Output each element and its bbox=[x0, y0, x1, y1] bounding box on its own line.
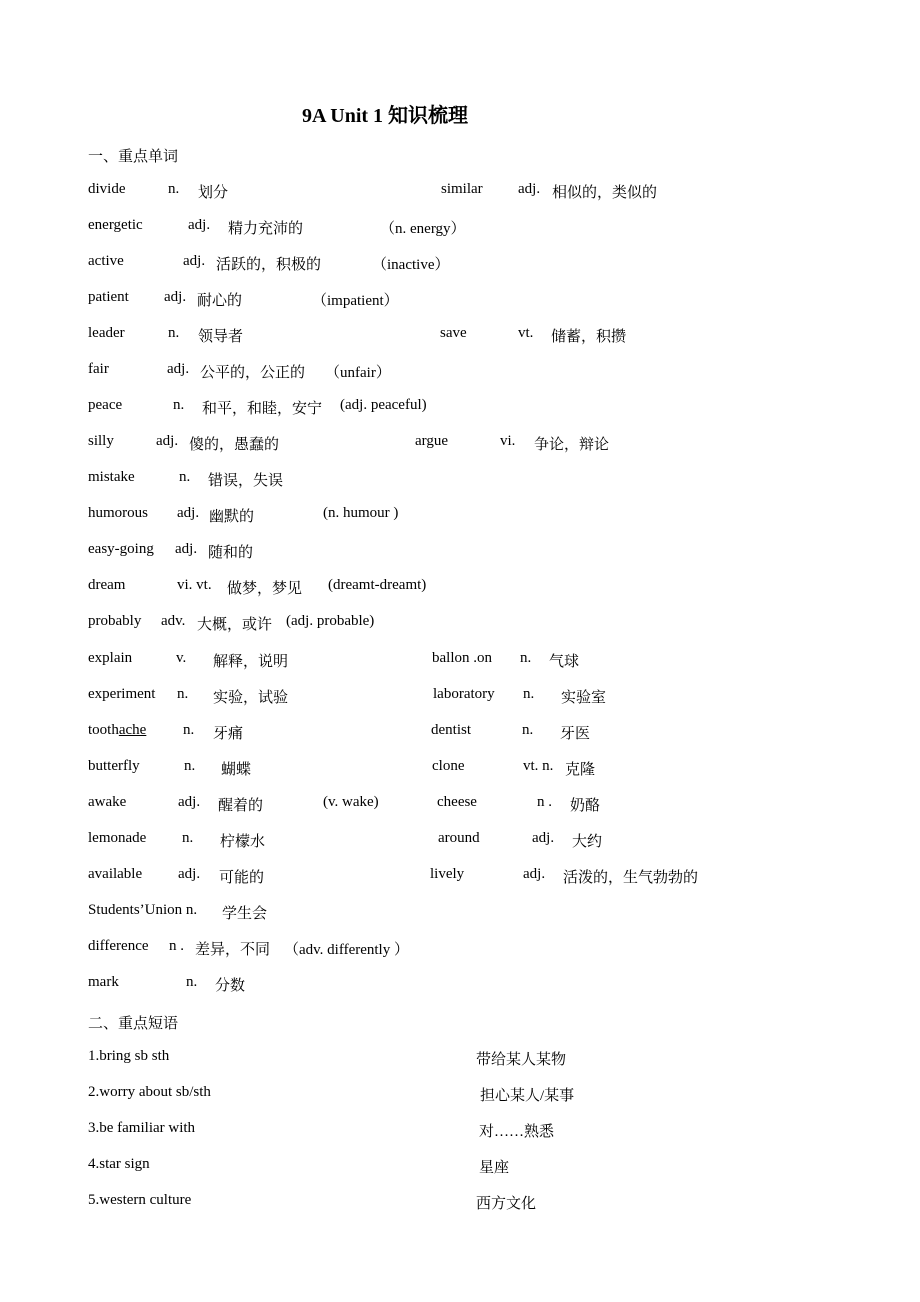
meaning: 相似的，类似的 bbox=[552, 185, 658, 201]
word-row bbox=[0, 361, 920, 383]
word-row bbox=[0, 325, 920, 347]
part-of-speech: n. bbox=[184, 758, 196, 774]
meaning: 柠檬水 bbox=[220, 834, 266, 850]
meaning: 学生会 bbox=[222, 906, 268, 922]
word-row bbox=[0, 217, 920, 239]
part-of-speech: adj. bbox=[177, 505, 200, 521]
part-of-speech: n . bbox=[537, 794, 552, 810]
meaning: 实验，试验 bbox=[213, 690, 289, 706]
part-of-speech: n. bbox=[186, 974, 198, 990]
meaning: 解释，说明 bbox=[213, 654, 289, 670]
related-form: (n. humour ) bbox=[323, 505, 399, 521]
word: around bbox=[438, 830, 480, 846]
word: dream bbox=[88, 577, 126, 593]
phrase-chinese: 西方文化 bbox=[476, 1196, 537, 1212]
part-of-speech: n. bbox=[183, 722, 195, 738]
phrase-english: 3.be familiar with bbox=[88, 1120, 196, 1136]
part-of-speech: n. bbox=[168, 325, 180, 341]
related-form: （n. energy） bbox=[380, 221, 466, 237]
phrase-row bbox=[0, 1192, 920, 1214]
word: ballon .on bbox=[432, 650, 492, 666]
word: explain bbox=[88, 650, 133, 666]
part-of-speech: adj. bbox=[183, 253, 206, 269]
word-row bbox=[0, 289, 920, 311]
word-row bbox=[0, 902, 920, 924]
word: similar bbox=[441, 181, 483, 197]
phrase-english: 2.worry about sb/sth bbox=[88, 1084, 211, 1100]
phrase-row bbox=[0, 1048, 920, 1070]
meaning: 傻的，愚蠢的 bbox=[189, 437, 280, 453]
word-row bbox=[0, 505, 920, 527]
phrase-english: 4.star sign bbox=[88, 1156, 150, 1172]
word: save bbox=[440, 325, 467, 341]
word: awake bbox=[88, 794, 127, 810]
word-row bbox=[0, 830, 920, 852]
meaning: 活跃的，积极的 bbox=[216, 257, 322, 273]
word: dentist bbox=[431, 722, 471, 738]
word-row bbox=[0, 397, 920, 419]
part-of-speech: adj. bbox=[167, 361, 190, 377]
part-of-speech: v. bbox=[176, 650, 187, 666]
part-of-speech: adj. bbox=[175, 541, 198, 557]
related-form: (adj. peaceful) bbox=[340, 397, 427, 413]
related-form: (adj. probable) bbox=[286, 613, 375, 629]
meaning: 蝴蝶 bbox=[221, 762, 252, 778]
word: difference bbox=[88, 938, 149, 954]
meaning: 和平，和睦，安宁 bbox=[202, 401, 323, 417]
meaning: 大约 bbox=[572, 834, 603, 850]
meaning: 耐心的 bbox=[197, 293, 243, 309]
word-row bbox=[0, 758, 920, 780]
meaning: 幽默的 bbox=[209, 509, 255, 525]
phrase-english: 5.western culture bbox=[88, 1192, 192, 1208]
section-heading-words: 一、重点单词 bbox=[88, 149, 179, 165]
meaning: 错误，失误 bbox=[208, 473, 284, 489]
word: butterfly bbox=[88, 758, 140, 774]
word: lively bbox=[430, 866, 465, 882]
word-row bbox=[0, 938, 920, 960]
section-heading-phrases: 二、重点短语 bbox=[88, 1016, 179, 1032]
phrase-row bbox=[0, 1156, 920, 1178]
part-of-speech: vi. bbox=[500, 433, 516, 449]
word-part-underlined: ache bbox=[118, 722, 147, 738]
word-row bbox=[0, 541, 920, 563]
meaning: 划分 bbox=[198, 185, 229, 201]
page-title: 9A Unit 1 知识梳理 bbox=[301, 105, 469, 127]
word: cheese bbox=[437, 794, 477, 810]
related-form: (v. wake) bbox=[323, 794, 379, 810]
related-form: （impatient） bbox=[312, 293, 399, 309]
word: clone bbox=[432, 758, 465, 774]
word: mistake bbox=[88, 469, 135, 485]
word: mark bbox=[88, 974, 119, 990]
phrase-row bbox=[0, 1084, 920, 1106]
word: silly bbox=[88, 433, 114, 449]
part-of-speech: vt. bbox=[518, 325, 534, 341]
related-form: （unfair） bbox=[325, 365, 391, 381]
part-of-speech: n. bbox=[520, 650, 532, 666]
word: available bbox=[88, 866, 143, 882]
word: lemonade bbox=[88, 830, 147, 846]
part-of-speech: n. bbox=[179, 469, 191, 485]
part-of-speech: adj. bbox=[164, 289, 187, 305]
meaning: 大概，或许 bbox=[197, 617, 273, 633]
part-of-speech: adj. bbox=[532, 830, 555, 846]
part-of-speech: adj. bbox=[518, 181, 541, 197]
part-of-speech: vt. n. bbox=[523, 758, 554, 774]
word: active bbox=[88, 253, 124, 269]
meaning: 醒着的 bbox=[218, 798, 264, 814]
related-form: (dreamt-dreamt) bbox=[328, 577, 427, 593]
part-of-speech: vi. vt. bbox=[177, 577, 212, 593]
part-of-speech: n. bbox=[168, 181, 180, 197]
part-of-speech: adj. bbox=[178, 794, 201, 810]
word-part: tooth bbox=[88, 722, 119, 738]
meaning: 分数 bbox=[215, 978, 246, 994]
word: probably bbox=[88, 613, 142, 629]
word: divide bbox=[88, 181, 126, 197]
meaning: 实验室 bbox=[561, 690, 607, 706]
meaning: 随和的 bbox=[208, 545, 254, 561]
phrase-chinese: 星座 bbox=[479, 1160, 510, 1176]
meaning: 气球 bbox=[549, 654, 580, 670]
related-form: （inactive） bbox=[372, 257, 450, 273]
meaning: 活泼的，生气勃勃的 bbox=[563, 870, 699, 886]
part-of-speech: n . bbox=[169, 938, 184, 954]
part-of-speech: adj. bbox=[156, 433, 179, 449]
word bbox=[88, 722, 146, 739]
word-row bbox=[0, 974, 920, 996]
word: patient bbox=[88, 289, 129, 305]
phrase-row bbox=[0, 1120, 920, 1142]
word: argue bbox=[415, 433, 449, 449]
word-row bbox=[0, 181, 920, 203]
word-row bbox=[0, 577, 920, 599]
meaning: 牙痛 bbox=[213, 726, 244, 742]
word: leader bbox=[88, 325, 125, 341]
word: peace bbox=[88, 397, 123, 413]
word-row bbox=[0, 686, 920, 708]
part-of-speech: adv. bbox=[161, 613, 186, 629]
phrase-english: 1.bring sb sth bbox=[88, 1048, 170, 1064]
meaning: 精力充沛的 bbox=[228, 221, 304, 237]
word-row bbox=[0, 794, 920, 816]
word: humorous bbox=[88, 505, 148, 521]
phrase-chinese: 担心某人/某事 bbox=[480, 1088, 575, 1104]
part-of-speech: n. bbox=[177, 686, 189, 702]
part-of-speech: adj. bbox=[188, 217, 211, 233]
word-row bbox=[0, 866, 920, 888]
meaning: 做梦，梦见 bbox=[227, 581, 303, 597]
phrase-chinese: 对……熟悉 bbox=[479, 1124, 555, 1140]
word-row bbox=[0, 253, 920, 275]
meaning: 牙医 bbox=[560, 726, 591, 742]
meaning: 奶酪 bbox=[570, 798, 601, 814]
meaning: 领导者 bbox=[198, 329, 244, 345]
word: experiment bbox=[88, 686, 156, 702]
word: easy-going bbox=[88, 541, 154, 557]
part-of-speech: n. bbox=[522, 722, 534, 738]
word: energetic bbox=[88, 217, 143, 233]
word: fair bbox=[88, 361, 109, 377]
meaning: 争论，辩论 bbox=[534, 437, 610, 453]
phrase-chinese: 带给某人某物 bbox=[476, 1052, 567, 1068]
word-row bbox=[0, 613, 920, 635]
part-of-speech: adj. bbox=[178, 866, 201, 882]
word: Students’Union n. bbox=[88, 902, 198, 918]
meaning: 克隆 bbox=[565, 762, 596, 778]
part-of-speech: adj. bbox=[523, 866, 546, 882]
word-row bbox=[0, 722, 920, 744]
word: laboratory bbox=[433, 686, 495, 702]
word-row bbox=[0, 650, 920, 672]
meaning: 公平的，公正的 bbox=[200, 365, 306, 381]
meaning: 储蓄，积攒 bbox=[551, 329, 627, 345]
word-row bbox=[0, 433, 920, 455]
meaning: 可能的 bbox=[219, 870, 265, 886]
part-of-speech: n. bbox=[182, 830, 194, 846]
word-row bbox=[0, 469, 920, 491]
meaning: 差异，不同 bbox=[195, 942, 271, 958]
part-of-speech: n. bbox=[173, 397, 185, 413]
related-form: （adv. differently ） bbox=[284, 942, 409, 958]
part-of-speech: n. bbox=[523, 686, 535, 702]
